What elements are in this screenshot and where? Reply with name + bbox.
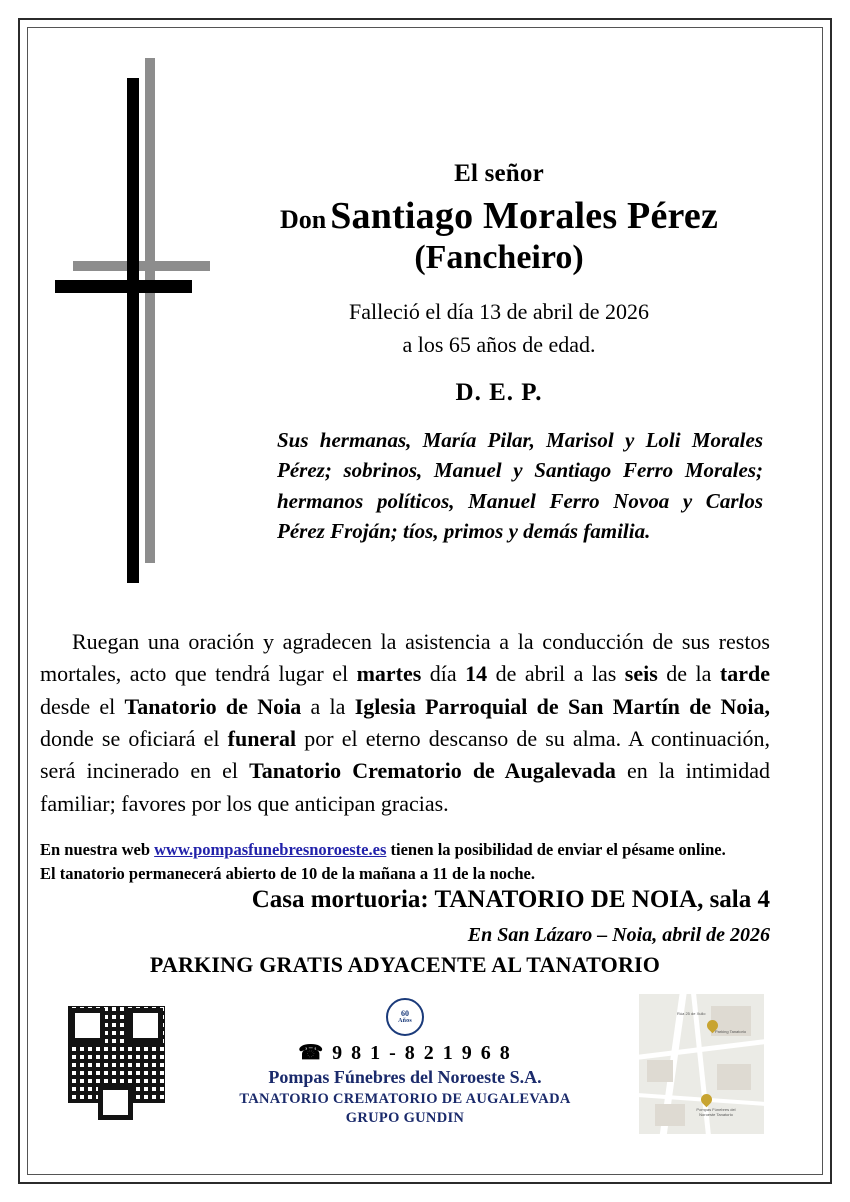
company-group: GRUPO GUNDIN <box>345 1110 465 1126</box>
opening-hours-note: El tanatorio permanecerá abierto de 10 de la mañana a 11 de la noche. <box>40 863 535 883</box>
company-name: Pompas Fúnebres del Noroeste S.A. <box>268 1067 542 1087</box>
mortuary-location: Casa mortuoria: TANATORIO DE NOIA, sala 4 <box>251 886 770 913</box>
qr-code-icon <box>68 1006 165 1103</box>
map-block <box>717 1064 751 1090</box>
body-part-3: de abril a las <box>487 661 625 687</box>
body-bold-3: seis <box>624 661 658 687</box>
body-part-7: donde se oficiará el <box>40 725 228 751</box>
notice-content <box>40 38 810 1164</box>
deceased-nickname: (Fancheiro) <box>414 239 584 277</box>
web-condolences-note <box>40 838 770 886</box>
body-part-1: Ruegan una oración y agradecen la asistencia a la conducción de sus restos mortales, acto que tendrá lugar el <box>40 629 770 687</box>
honorific-line: El señor <box>454 160 544 187</box>
location-map <box>639 994 764 1134</box>
body-part-8: por el eterno descanso de su alma. A continuación, será incinerado en el <box>40 725 771 784</box>
qr-corner-bottom-left <box>98 1085 133 1120</box>
body-part-4: de la <box>657 661 720 687</box>
death-date-line: Falleció el día 13 de abril de 2026 <box>349 299 649 325</box>
anniversary-seal-icon <box>386 998 424 1036</box>
map-label-funeral-home: Pompas Fúnebres del Noroeste Tanatorio <box>696 1107 736 1117</box>
body-bold-2: 14 <box>465 661 488 687</box>
cross-vertical-bar <box>127 78 139 583</box>
web-note-suffix: tienen la posibilidad de enviar el pésame online. <box>386 840 726 859</box>
parking-note: PARKING GRATIS ADYACENTE AL TANATORIO <box>149 952 661 977</box>
body-bold-1: martes <box>356 661 422 687</box>
phone-number: ☎ 9 8 1 - 8 2 1 9 6 8 <box>298 1042 512 1064</box>
body-bold-5: Tanatorio de Noia <box>124 693 302 719</box>
cross-horizontal-bar <box>55 280 192 293</box>
surviving-family: Sus hermanas, María Pilar, Marisol y Loli Morales Pérez; sobrinos, Manuel y Santiago Ferro Morales; hermanos políticos, Manuel Ferro Novoa y Carlos Pérez Froján; tíos, primos y demás familia. <box>277 428 763 544</box>
cross-vertical-shadow <box>145 58 155 563</box>
body-part-5: desde el <box>40 693 125 719</box>
cross-horizontal-shadow <box>73 261 210 271</box>
funeral-details-paragraph <box>40 626 770 820</box>
body-bold-7: funeral <box>227 725 297 751</box>
web-note-prefix: En nuestra web <box>40 840 155 859</box>
body-bold-4: tarde <box>719 661 770 687</box>
body-part-9: en la intimidad familiar; favores por los que anticipan gracias. <box>40 758 771 816</box>
body-bold-8: Tanatorio Crematorio de Augalevada <box>249 758 616 784</box>
place-and-date: En San Lázaro – Noia, abril de 2026 <box>467 924 770 946</box>
seal-years-label: Años <box>398 1018 412 1024</box>
map-block <box>647 1060 673 1082</box>
cross-icon <box>52 58 232 618</box>
body-part-6: a la <box>301 693 355 719</box>
footer-block <box>40 996 770 1136</box>
body-bold-6: Iglesia Parroquial de San Martín de Noia, <box>354 693 770 719</box>
deceased-name-line <box>235 196 763 237</box>
rip-abbreviation: D. E. P. <box>455 379 543 407</box>
map-block <box>655 1104 685 1126</box>
map-label-parking: Parking Tanatorio <box>715 1029 747 1034</box>
death-details <box>235 295 763 361</box>
death-age-line: a los 65 años de edad. <box>402 332 596 358</box>
name-prefix: Don <box>279 205 327 234</box>
company-block <box>230 996 580 1127</box>
map-label-street: Rúa 25 de Xullo <box>677 1011 706 1016</box>
seal-years-number: 60 <box>401 1009 409 1018</box>
deceased-full-name: Santiago Morales Pérez <box>330 195 719 237</box>
body-part-2: día <box>421 661 466 687</box>
notice-heading-block <box>235 160 763 547</box>
website-link[interactable]: www.pompasfunebresnoroeste.es <box>154 840 387 859</box>
company-facility: TANATORIO CREMATORIO DE AUGALEVADA <box>239 1091 571 1107</box>
